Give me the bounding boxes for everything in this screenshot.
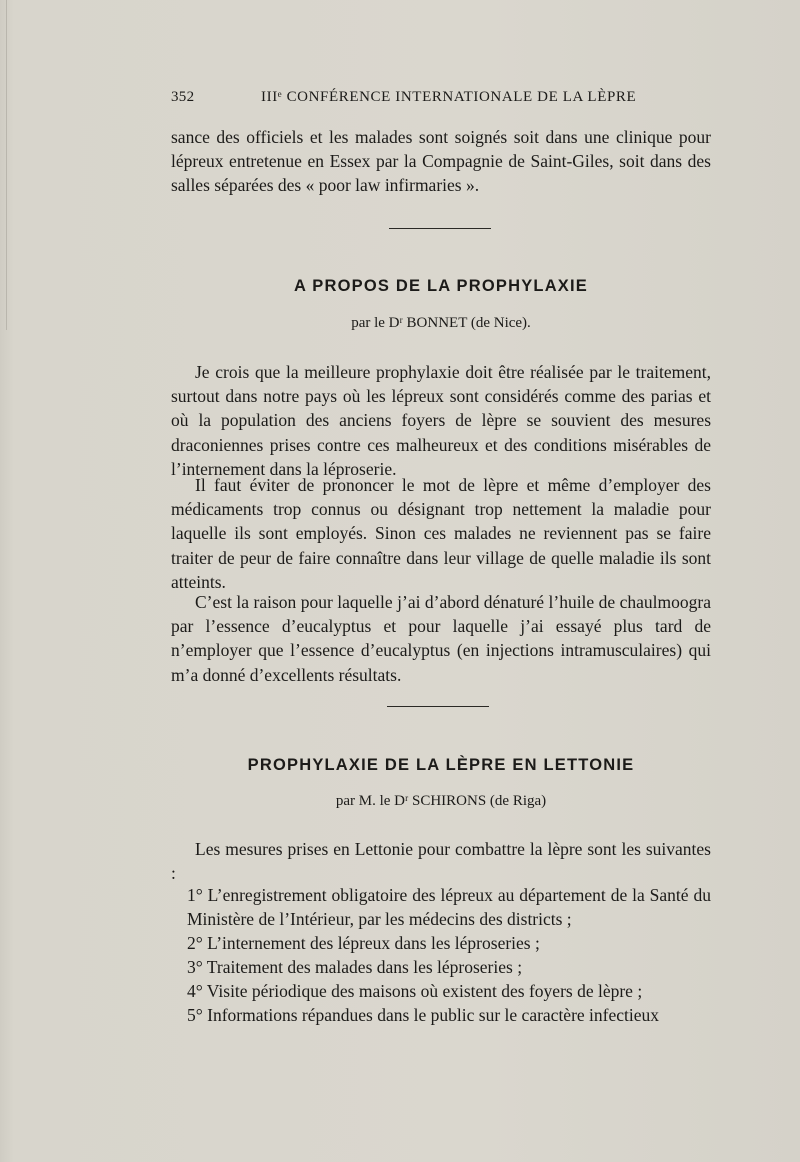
running-header <box>171 89 711 111</box>
page-edge-shadow <box>6 0 7 330</box>
section-2-byline: par M. le Dʳ SCHIRONS (de Riga) <box>335 793 547 809</box>
section-1-byline: par le Dʳ BONNET (de Nice). <box>351 315 531 331</box>
intro-paragraph: sance des officiels et les malades sont soignés soit dans une clinique pour lépreux entretenue en Essex par la Compagnie de Saint-Giles, soit dans des salles séparées des « poor law infirmaries ». <box>171 127 711 196</box>
section-1-paragraph-1: Je crois que la meilleure prophylaxie doit être réalisée par le traitement, surtout dans notre pays où les lépreux sont considérés comme des parias et où la population des anciens foyers de lèpre se souvient des mesures draconiennes prises contre ces malheureux et des conditions misérables de l’internement dans la léproserie. <box>171 362 711 479</box>
list-item-2: 2° L’internement des lépreux dans les léproseries ; <box>187 933 540 953</box>
list-item-1: 1° L’enregistrement obligatoire des lépreux au département de la Santé du Ministère de l’Intérieur, par les médecins des districts ; <box>187 885 711 929</box>
section-2-title: PROPHYLAXIE DE LA LÈPRE EN LETTONIE <box>247 756 635 774</box>
list-item-5: 5° Informations répandues dans le public sur le caractère infectieux <box>187 1005 660 1025</box>
list-item-3: 3° Traitement des malades dans les léproseries ; <box>187 957 523 977</box>
section-1-paragraph-3: C’est la raison pour laquelle j’ai d’abord dénaturé l’huile de chaulmoogra par l’essence d’eucalyptus et pour laquelle j’ai essayé plus tard de n’employer que l’essence d’eucalyptus (en injections intramusculaires) qui m’a donné d’excellents résultats. <box>171 592 711 685</box>
section-divider-1 <box>389 228 491 229</box>
running-title: IIIᵉ CONFÉRENCE INTERNATIONALE DE LA LÈPRE <box>261 89 637 105</box>
section-2-intro: Les mesures prises en Lettonie pour combattre la lèpre sont les suivantes : <box>171 839 711 884</box>
section-divider-2 <box>387 706 489 707</box>
section-1-paragraph-2: Il faut éviter de prononcer le mot de lèpre et même d’employer des médicaments trop connus ou désignant trop nettement la maladie pour laquelle ils sont employés. Sinon ces malades ne reviennent pas se faire traiter de peur de faire connaître dans leur village de quelle maladie ils sont atteints. <box>171 475 711 592</box>
page-number: 352 <box>171 89 195 105</box>
list-item-4: 4° Visite périodique des maisons où existent des foyers de lèpre ; <box>187 981 643 1001</box>
section-1-title: A PROPOS DE LA PROPHYLAXIE <box>293 277 588 295</box>
